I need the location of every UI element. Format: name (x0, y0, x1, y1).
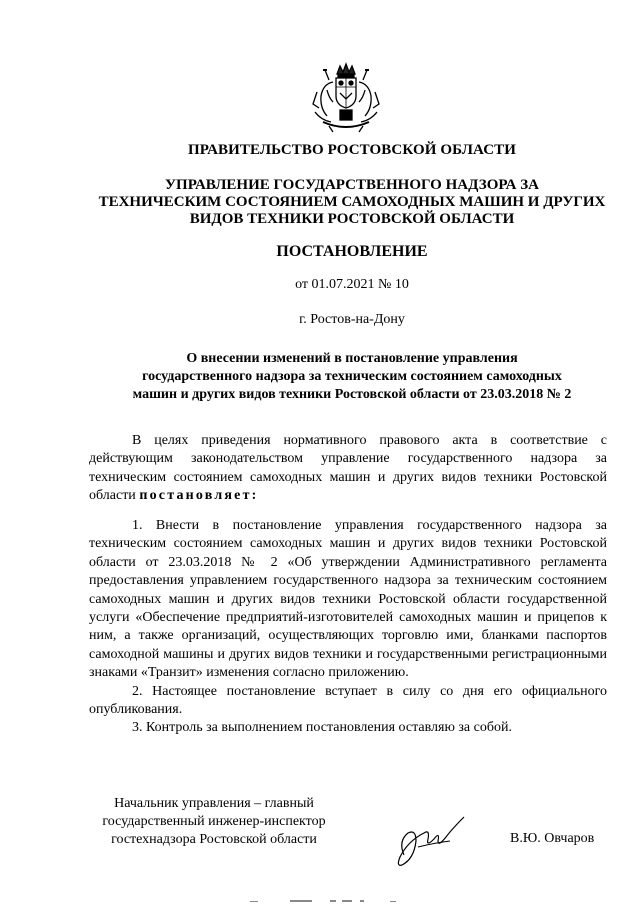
subject-line: машин и других видов техники Ростовской области от 23.03.2018 № 2 (132, 387, 572, 402)
government-name: ПРАВИТЕЛЬСТВО РОСТОВСКОЙ ОБЛАСТИ (187, 142, 517, 158)
decree-word: постановляет: (139, 488, 259, 504)
document-city: г. Ростов-на-Дону (299, 312, 405, 327)
preamble-paragraph (89, 432, 607, 506)
signatory-title (89, 795, 339, 849)
handwritten-signature-icon (394, 811, 474, 869)
decree-items (89, 517, 607, 738)
coat-of-arms-icon (311, 62, 381, 134)
agency-name-line: ТЕХНИЧЕСКИМ СОСТОЯНИЕМ САМОХОДНЫХ МАШИН И ДРУГИХ (98, 194, 606, 210)
subject-line: О внесении изменений в постановление управления (186, 351, 518, 366)
signatory-title-line: гостехнадзора Ростовской области (111, 832, 317, 847)
preamble-text: В целях приведения нормативного правового акта в соответствие с действующим законодательством управление государственного надзора за техническим состоянием самоходных машин и других видов техники Ростовской области (89, 433, 607, 504)
subject-line: государственного надзора за техническим состоянием самоходных (142, 369, 562, 384)
decree-item-1: 1. Внести в постановление управления государственного надзора за техническим состоянием самоходных машин и других видов техники Ростовской области от 23.03.2018 № 2 «Об утверждении Административного регламента предоставления управлением государственного надзора за техническим состоянием самоходных машин и других видов техники Ростовской области государственной услуги «Обеспечение предприятий-изготовителей самоходных машин и прицепов к ним, а также организаций, осуществляющих торговлю ими, бланками паспортов самоходной машины и других видов техники и государственными регистрационными знаками «Транзит» изменения согласно приложению. (89, 518, 607, 681)
document-subject (32, 350, 640, 404)
document-date-number: от 01.07.2021 № 10 (295, 277, 409, 292)
signatory-title-line: Начальник управления – главный (114, 796, 314, 811)
preamble (89, 432, 607, 506)
decree-item-3: 3. Контроль за выполнением постановления оставляю за собой. (132, 720, 512, 736)
agency-name (32, 177, 640, 228)
document-type: ПОСТАНОВЛЕНИЕ (276, 243, 428, 260)
page-footer-marks (250, 898, 430, 904)
signatory-title-line: государственный инженер-инспектор (102, 814, 326, 829)
agency-name-line: УПРАВЛЕНИЕ ГОСУДАРСТВЕННОГО НАДЗОРА ЗА (165, 177, 539, 193)
signer-name: В.Ю. Овчаров (510, 831, 595, 846)
decree-item-2: 2. Настоящее постановление вступает в силу со дня его официального опубликования. (89, 683, 607, 718)
agency-name-line: ВИДОВ ТЕХНИКИ РОСТОВСКОЙ ОБЛАСТИ (189, 211, 515, 227)
